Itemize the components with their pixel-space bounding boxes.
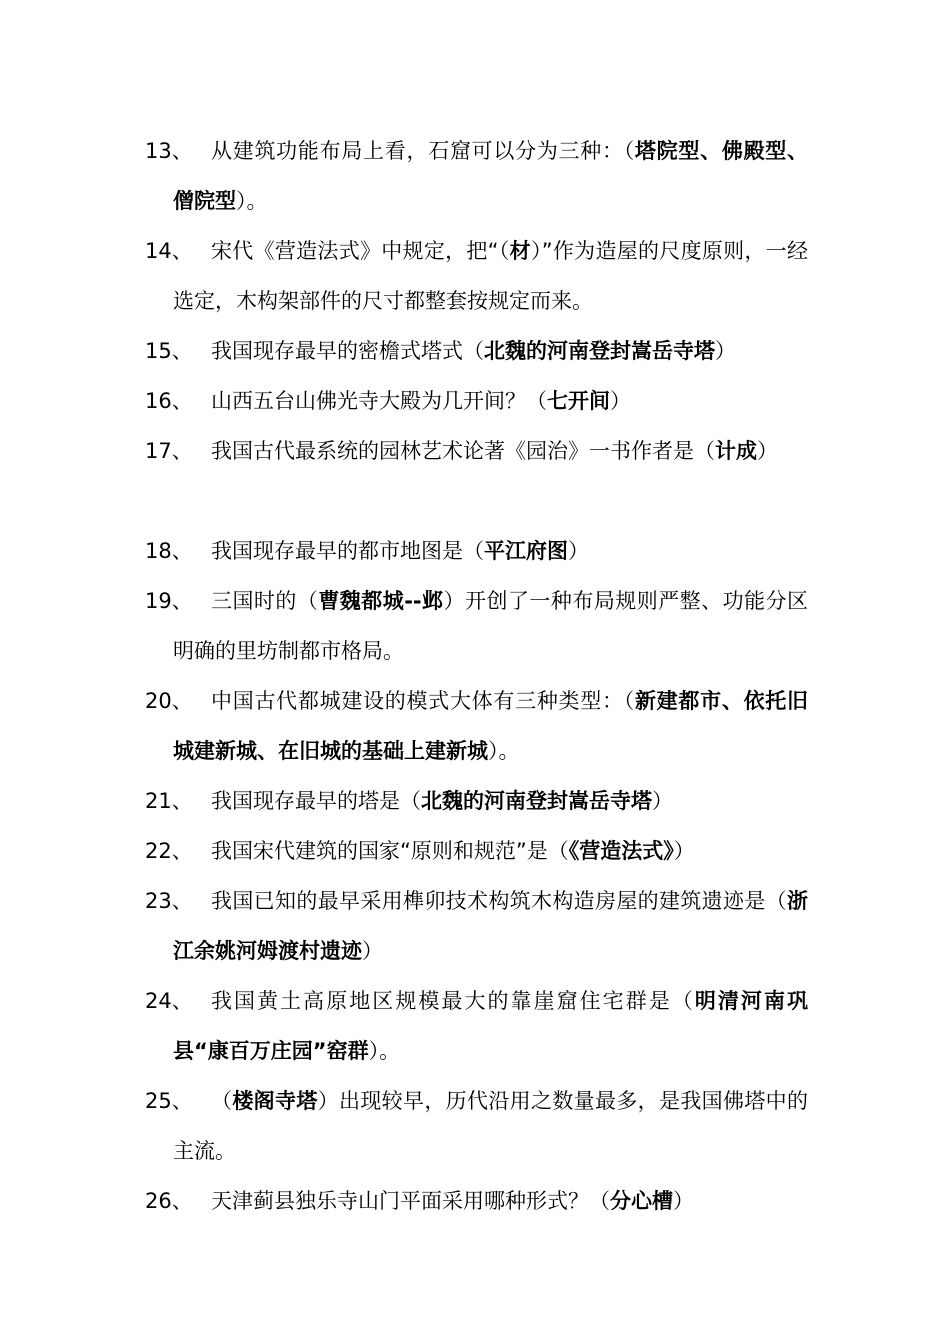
question-number: 17、 (145, 439, 193, 463)
question-text-segment: 我国现存最早的塔是（ (211, 789, 421, 813)
question-text (173, 326, 808, 376)
question-text-segment: 我国现存最早的密檐式塔式（ (211, 339, 484, 363)
question-21 (145, 776, 808, 826)
question-text-segment: 我国现存最早的都市地图是（ (211, 539, 484, 563)
question-text-segment: 三国时的（ (211, 589, 319, 613)
question-20 (145, 676, 808, 776)
question-text-segment: ） (610, 389, 631, 413)
question-24 (145, 976, 808, 1076)
question-text-segment: 中国古代都城建设的模式大体有三种类型：（ (211, 689, 635, 713)
question-text-segment: 我国已知的最早采用榫卯技术构筑木构造房屋的建筑遗迹是（ (211, 889, 787, 913)
question-number: 16、 (145, 389, 193, 413)
question-number: 22、 (145, 839, 193, 863)
question-text (173, 776, 808, 826)
question-text (173, 226, 808, 326)
question-text-segment: ） (652, 789, 673, 813)
question-text-segment: ）开创了一种布局规则严整、功能分区明确的里坊制都市格局。 (173, 589, 809, 663)
question-18 (145, 526, 808, 576)
question-text-segment: 我国古代最系统的园林艺术论著《园治》一书作者是（ (211, 439, 715, 463)
answer-text: 北魏的河南登封嵩岳寺塔 (421, 789, 652, 813)
question-text (173, 1076, 808, 1176)
answer-text: 塔院型、佛殿型、僧院型 (173, 139, 809, 213)
question-text-segment: 宋代《营造法式》中规定，把“（ (211, 239, 510, 263)
question-16 (145, 376, 808, 426)
question-text (173, 126, 808, 226)
question-text (173, 876, 808, 976)
question-text (173, 826, 808, 876)
question-text (173, 426, 808, 476)
answer-text: 计成 (715, 439, 757, 463)
answer-text: 七开间 (547, 389, 610, 413)
answer-text: 曹魏都城--邺 (318, 589, 444, 613)
question-text-segment: ）”作为造屋的尺度原则，一经选定，木构架部件的尺寸都整套按规定而来。 (173, 239, 809, 313)
question-text-segment: 我国宋代建筑的国家“原则和规范”是（ (211, 839, 569, 863)
question-text (173, 976, 808, 1076)
question-text (173, 376, 808, 426)
question-text-segment: 从建筑功能布局上看，石窟可以分为三种：（ (211, 139, 635, 163)
question-13 (145, 126, 808, 226)
answer-text: 北魏的河南登封嵩岳寺塔 (484, 339, 715, 363)
question-17 (145, 426, 808, 476)
answer-text: 明清河南巩县“康百万庄园”窑群 (173, 989, 809, 1063)
question-text (173, 676, 808, 776)
question-number: 25、 (145, 1089, 193, 1113)
question-19 (145, 576, 808, 676)
question-number: 19、 (145, 589, 193, 613)
question-text (173, 1176, 808, 1226)
question-text-segment: ）出现较早，历代沿用之数量最多，是我国佛塔中的主流。 (173, 1089, 809, 1163)
question-text (173, 576, 808, 676)
question-text-segment: 天津蓟县独乐寺山门平面采用哪种形式？（ (211, 1189, 610, 1213)
question-23 (145, 876, 808, 976)
question-number: 26、 (145, 1189, 193, 1213)
question-text-segment: ） (757, 439, 778, 463)
question-text-segment: 山西五台山佛光寺大殿为几开间？（ (211, 389, 547, 413)
answer-text: 浙江余姚河姆渡村遗迹 (173, 889, 808, 963)
question-text-segment: （ (211, 1089, 233, 1113)
answer-text: 分心槽 (610, 1189, 673, 1213)
question-number: 18、 (145, 539, 193, 563)
question-number: 24、 (145, 989, 193, 1013)
question-26 (145, 1176, 808, 1226)
question-text-segment: ）。 (368, 1039, 401, 1063)
question-text-segment: ） (715, 339, 736, 363)
question-25 (145, 1076, 808, 1176)
question-22 (145, 826, 808, 876)
question-number: 20、 (145, 689, 193, 713)
question-number: 14、 (145, 239, 193, 263)
question-text-segment: ）。 (236, 189, 268, 213)
question-text-segment: ） (362, 939, 383, 963)
question-number: 21、 (145, 789, 193, 813)
question-15 (145, 326, 808, 376)
question-number: 23、 (145, 889, 193, 913)
answer-text: 《营造法式》 (568, 839, 674, 863)
question-text-segment: ） (673, 1189, 694, 1213)
question-text-segment: 我国黄土高原地区规模最大的靠崖窟住宅群是（ (211, 989, 695, 1013)
answer-text: 材 (509, 239, 531, 263)
answer-text: 楼阁寺塔 (232, 1089, 318, 1113)
question-14 (145, 226, 808, 326)
question-text-segment: ） (673, 839, 695, 863)
question-text-segment: ） (568, 539, 589, 563)
question-text (173, 526, 808, 576)
question-number: 15、 (145, 339, 193, 363)
question-number: 13、 (145, 139, 193, 163)
answer-text: 平江府图 (484, 539, 568, 563)
question-text-segment: ）。 (488, 739, 520, 763)
answer-text: 新建都市、依托旧城建新城、在旧城的基础上建新城 (173, 689, 809, 763)
